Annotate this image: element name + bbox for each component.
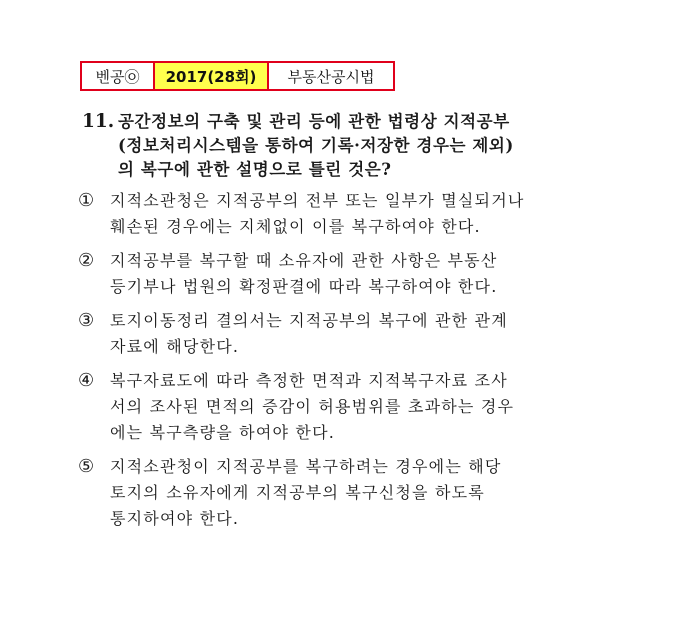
choice-5 [78,454,598,532]
choice-text [110,248,598,300]
choice-line: 에는 복구측량을 하여야 한다. [110,423,336,442]
choice-text [110,308,598,360]
choice-line: 지적공부를 복구할 때 소유자에 관한 사항은 부동산 [110,251,498,270]
choice-3 [78,308,598,360]
choice-marker: ① [78,190,95,211]
question-number: 11. [82,111,115,132]
choice-line: 자료에 해당한다. [110,337,240,356]
choice-2 [78,248,598,300]
exam-subject-tag: 부동산공시법 [267,61,395,91]
choice-text [110,454,598,532]
choice-line: 복구자료도에 따라 측정한 면적과 지적복구자료 조사 [110,371,508,390]
answer-choices [78,188,598,540]
choice-marker: ② [78,250,95,271]
choice-text [110,368,598,446]
question-line: 공간정보의 구축 및 관리 등에 관한 법령상 지적공부 [118,112,510,131]
choice-line: 서의 조사된 면적의 증감이 허용범위를 초과하는 경우 [110,397,515,416]
exam-year-tag: 2017(28회) [155,61,267,91]
choice-line: 훼손된 경우에는 지체없이 이를 복구하여야 한다. [110,217,481,236]
question-line: 의 복구에 관한 설명으로 틀린 것은? [118,160,392,179]
question-stem [82,110,602,182]
choice-1 [78,188,598,240]
exam-series-tag: 벤공㉧ [80,61,155,91]
choice-text [110,188,598,240]
choice-line: 지적소관청은 지적공부의 전부 또는 일부가 멸실되거나 [110,191,525,210]
choice-line: 토지의 소유자에게 지적공부의 복구신청을 하도록 [110,483,485,502]
choice-line: 통지하여야 한다. [110,509,240,528]
choice-marker: ⑤ [78,456,95,477]
question-text [118,110,602,182]
choice-line: 등기부나 법원의 확정판결에 따라 복구하여야 한다. [110,277,498,296]
exam-header [80,61,395,91]
question-line: (정보처리시스템을 통하여 기록·저장한 경우는 제외) [118,136,514,155]
choice-line: 지적소관청이 지적공부를 복구하려는 경우에는 해당 [110,457,502,476]
choice-4 [78,368,598,446]
choice-marker: ④ [78,370,95,391]
choice-line: 토지이동정리 결의서는 지적공부의 복구에 관한 관계 [110,311,508,330]
choice-marker: ③ [78,310,95,331]
